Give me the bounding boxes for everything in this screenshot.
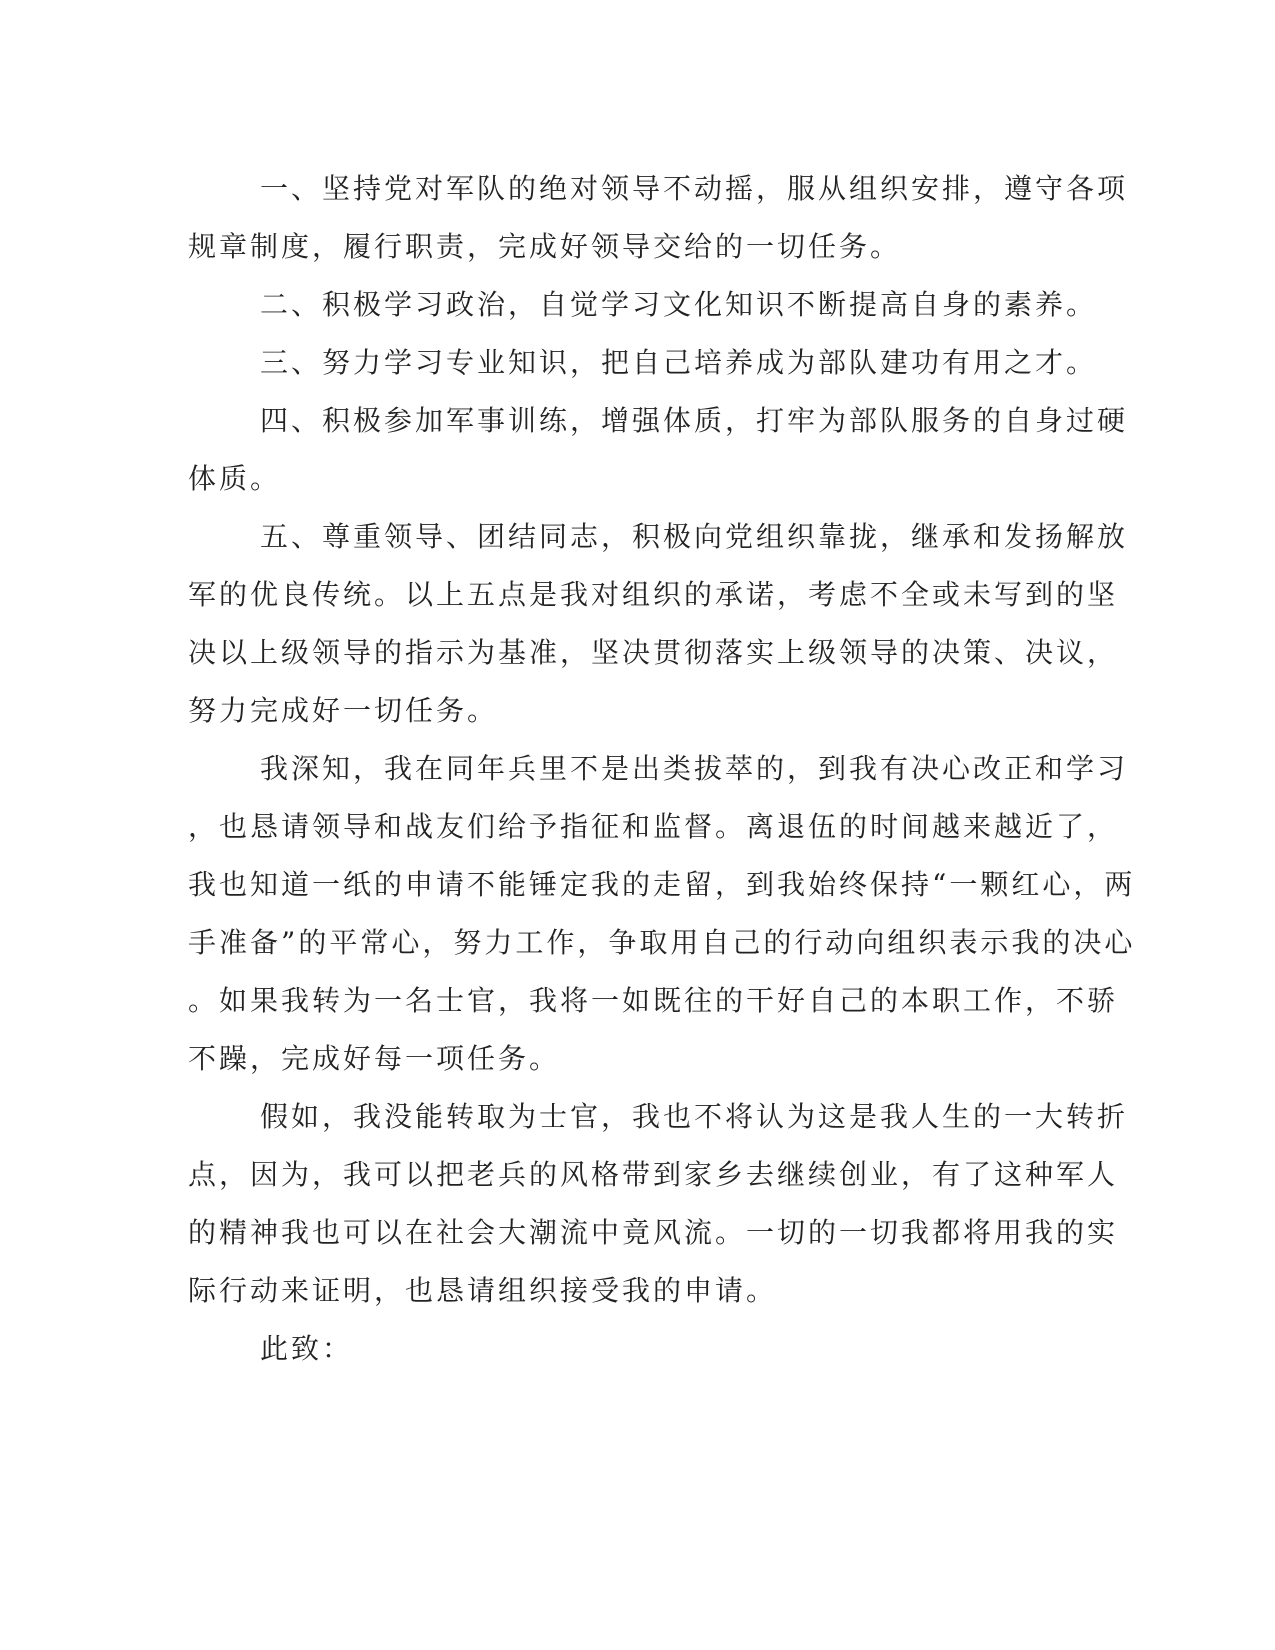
- paragraph-1-line-2: 规章制度，履行职责，完成好领导交给的一切任务。: [188, 230, 902, 263]
- paragraph-5-line-2: 军的优良传统。以上五点是我对组织的承诺，考虑不全或未写到的坚: [188, 578, 1119, 611]
- paragraph-5-line-1: 五、尊重领导、团结同志，积极向党组织靠拢，继承和发扬解放: [260, 520, 1129, 553]
- paragraph-5-line-4: 努力完成好一切任务。: [188, 694, 499, 727]
- paragraph-7-line-2: 点，因为，我可以把老兵的风格带到家乡去继续创业，有了这种军人: [188, 1158, 1119, 1191]
- paragraph-4-line-1: 四、积极参加军事训练，增强体质，打牢为部队服务的自身过硬: [260, 404, 1129, 437]
- paragraph-7-line-1: 假如，我没能转取为士官，我也不将认为这是我人生的一大转折: [260, 1100, 1129, 1133]
- paragraph-1-line-1: 一、坚持党对军队的绝对领导不动摇，服从组织安排，遵守各项: [260, 172, 1129, 205]
- paragraph-6-line-5: 。如果我转为一名士官，我将一如既往的干好自己的本职工作，不骄: [188, 984, 1119, 1017]
- paragraph-6-line-2: ，也恳请领导和战友们给予指征和监督。离退伍的时间越来越近了，: [188, 810, 1119, 843]
- paragraph-6-line-4: 手准备”的平常心，努力工作，争取用自己的行动向组织表示我的决心: [188, 926, 1136, 959]
- paragraph-6-line-3: 我也知道一纸的申请不能锤定我的走留，到我始终保持“一颗红心，两: [188, 868, 1136, 901]
- paragraph-5-line-3: 决以上级领导的指示为基准，坚决贯彻落实上级领导的决策、决议，: [188, 636, 1119, 669]
- paragraph-7-line-4: 际行动来证明，也恳请组织接受我的申请。: [188, 1274, 778, 1307]
- paragraph-2-line-1: 二、积极学习政治，自觉学习文化知识不断提高自身的素养。: [260, 288, 1098, 321]
- paragraph-6-line-6: 不躁，完成好每一项任务。: [188, 1042, 561, 1075]
- closing-salutation: 此致：: [260, 1332, 354, 1365]
- paragraph-3-line-1: 三、努力学习专业知识，把自己培养成为部队建功有用之才。: [260, 346, 1098, 379]
- paragraph-6-line-1: 我深知，我在同年兵里不是出类拔萃的，到我有决心改正和学习: [260, 752, 1129, 785]
- document-body: [188, 160, 1136, 1378]
- paragraph-7-line-3: 的精神我也可以在社会大潮流中竟风流。一切的一切我都将用我的实: [188, 1216, 1119, 1249]
- paragraph-4-line-2: 体质。: [188, 462, 282, 495]
